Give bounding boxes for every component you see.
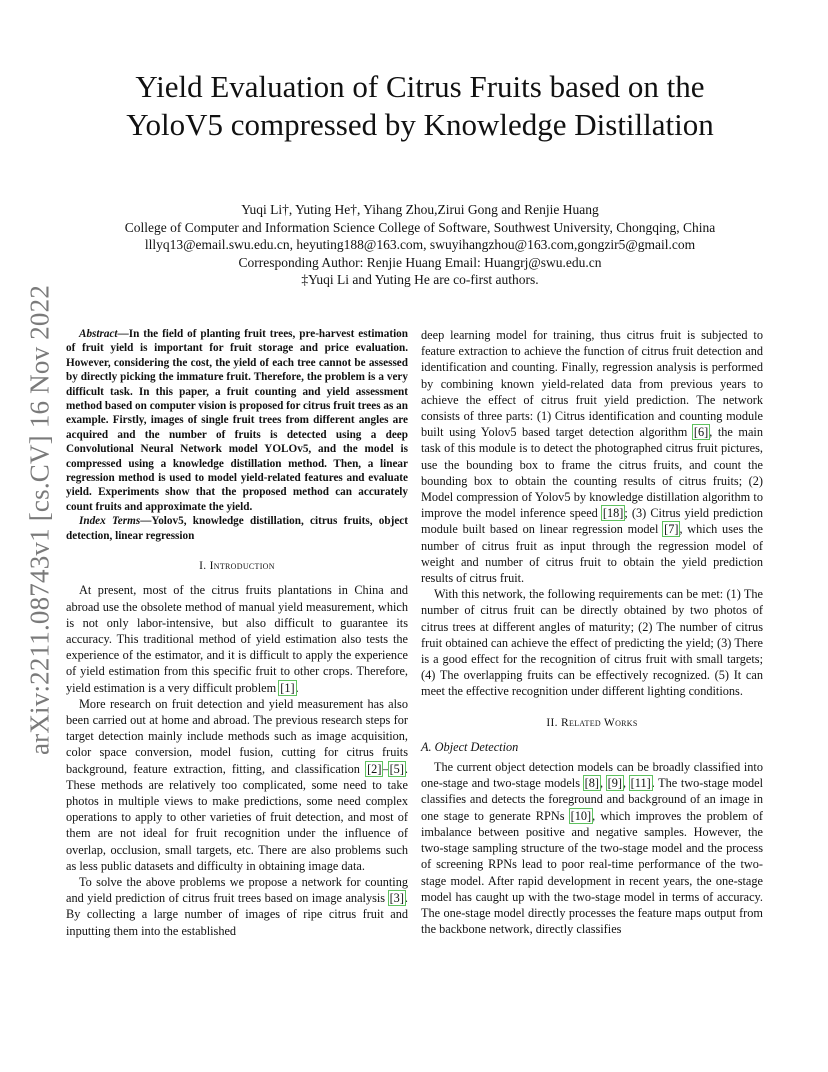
intro-paragraph-3 [66, 874, 408, 939]
arxiv-identifier-text: arXiv:2211.08743v1 [cs.CV] 16 Nov 2022 [24, 284, 55, 756]
intro-p2-text-end: . These methods are relatively too complicated, some need to take photos in multiple views to make predictions, some need complex operations to apply to other varieties of fruit detection, and most of them are not ideal for fruit recognition under the influence of overlap, occlusion, small targets, etc. There are also problems such as less public datasets and difficulty in obtaining image data. [66, 761, 408, 873]
citation-link[interactable]: [10] [570, 808, 592, 823]
right-column [421, 327, 763, 937]
affiliation: College of Computer and Information Science College of Software, Southwest University, Chongqing, China [124, 219, 716, 235]
left-column [66, 327, 408, 939]
title-line-2: YoloV5 compressed by Knowledge Distillation [126, 107, 714, 142]
citation-link[interactable]: [6] [693, 425, 709, 440]
citation-link[interactable]: [9] [607, 776, 622, 791]
intro-p2-text: More research on fruit detection and yield measurement has also been carried out at home and abroad. The previous research steps for target detection mainly include methods such as image acquisition, color space conversion, model fusion, cutting for citrus fruits background, feature extraction, fitting, and classification [66, 696, 408, 776]
citation-link[interactable]: [1] [280, 680, 295, 695]
intro-p3-text: To solve the above problems we propose a network for counting and yield prediction of citrus fruit trees based on image analysis [66, 874, 408, 906]
citation-separator: , [622, 776, 630, 791]
author-emails: lllyq13@email.swu.edu.cn, heyuting188@163.com, swuyihangzhou@163.com,gongzir5@gmail.com [144, 237, 696, 252]
intro-p3-text-end: . By collecting a large number of images of ripe citrus fruit and inputting them into the established [66, 891, 408, 938]
corresponding-author: Corresponding Author: Renjie Huang Email: Huangrj@swu.edu.cn [238, 254, 602, 270]
intro-paragraph-2 [66, 696, 408, 874]
citation-link[interactable]: [11] [630, 776, 651, 791]
intro-continued-text: deep learning model for training, thus citrus fruit is subjected to feature extraction to achieve the function of citrus fruit detection and identification and counting. Finally, regression analysis is performed by combining known yield-related data from previous years to achieve the effect of citrus fruit yield prediction. The network consists of three parts: (1) Citrus identification and counting module built using Yolov5 based target detection algorithm [421, 328, 763, 440]
section-heading-related-works: II. Related Works [546, 716, 638, 729]
intro-continued-text: , the main task of this module is to detect the photographed citrus fruit pictures, use the bounding box to frame the citrus fruits, and count the bounding box to obtain the counting results of citrus fruits; (2) Model compression of Yolov5 by knowledge distillation algorithm to improve the model inference speed [421, 425, 763, 521]
citation-range-dash: – [382, 761, 389, 776]
object-detection-paragraph [421, 759, 763, 937]
intro-p1-end: . [295, 680, 299, 695]
od-text: . The two-stage model classifies and detects the foreground and background of an image in one stage to generate RPNs [421, 776, 763, 823]
abstract-label: Abstract [79, 328, 118, 340]
author-names: Yuqi Li†, Yuting He†, Yihang Zhou,Zirui Gong and Renjie Huang [241, 202, 599, 217]
citation-link[interactable]: [5] [389, 761, 404, 776]
abstract [66, 327, 408, 514]
od-text: , which improves the problem of imbalance between positive and negative samples. However, the two-stage sampling structure of the two-stage model and the process of screening RPNs lead to poor real-time performance of the two-stage model. After rapid development in recent years, the one-stage model has caught up with the two-stage model in terms of accuracy. The one-stage model directly processes the feature maps output from the backbone network, directly classifies [421, 808, 763, 937]
intro-continued-text: ; (3) Citrus yield prediction module built based on linear regression model [421, 506, 764, 537]
co-first-note: ‡Yuqi Li and Yuting He are co-first authors. [301, 272, 539, 287]
abstract-text: —In the field of planting fruit trees, pre-harvest estimation of fruit yield is important for fruit storage and price evaluation. However, considering the cost, the yield of each tree cannot be assessed by directly picking the immature fruit. Therefore, the problem is a very difficult task. In this paper, a fruit counting and yield assessment method based on computer vision is proposed for citrus fruit trees as an example. Firstly, images of single fruit trees from different angles are acquired and the number of fruits is detected using a deep Convolutional Neural Network model YOLOv5, and the model is compressed using a knowledge distillation method. Then, a linear regression method is used to model yield-related features and evaluate yield. Experiments show that the proposed method can accurately count fruits and approximate the yield. [66, 328, 408, 513]
requirements-paragraph: With this network, the following requirements can be met: (1) The number of citrus fruit can be directly obtained by two photos of citrus trees at different angles of maturity; (2) The number of citrus fruit obtained can achieve the effect of predicting the yield; (3) There is a good effect for the recognition of citrus fruit with small targets; (4) The overlapping fruits can be effectively recognized. (5) It can meet the effective recognition under different lighting conditions. [421, 587, 763, 699]
intro-p1-text: At present, most of the citrus fruits plantations in China and abroad use the obsolete method of manual yield measurement, which is not only labor-intensive, but also difficult to guarantee its accuracy. This traditional method of yield estimation also tests the experience of the estimator, and it is difficult to apply the experience of yield estimation from this specific fruit to other crops. Therefore, yield estimation is a very difficult problem [66, 583, 408, 695]
title-line-1: Yield Evaluation of Citrus Fruits based on the [135, 69, 705, 104]
intro-paragraph-1 [66, 582, 408, 695]
citation-link[interactable]: [8] [584, 776, 599, 791]
citation-link[interactable]: [2] [367, 761, 382, 776]
citation-link[interactable]: [7] [664, 522, 679, 537]
citation-link[interactable]: [18] [602, 506, 624, 521]
author-block [70, 201, 770, 289]
index-terms [66, 514, 408, 543]
citation-link[interactable]: [3] [389, 891, 404, 906]
index-terms-text: —Yolov5, knowledge distillation, citrus fruits, object detection, linear regression [66, 515, 408, 542]
intro-continued-text: , which uses the number of citrus fruit as input through the regression model of weight and number of citrus fruit to obtain the yield prediction results of citrus fruit. [421, 522, 763, 586]
index-terms-label: Index Terms [79, 515, 141, 528]
citation-separator: , [599, 776, 607, 791]
subsection-heading-object-detection: A. Object Detection [421, 739, 519, 754]
od-text: The current object detection models can be broadly classified into one-stage and two-stage models [421, 760, 763, 791]
section-heading-introduction: I. Introduction [199, 560, 275, 573]
paper-title [70, 68, 770, 144]
arxiv-identifier [20, 280, 60, 760]
intro-continued [421, 327, 763, 586]
